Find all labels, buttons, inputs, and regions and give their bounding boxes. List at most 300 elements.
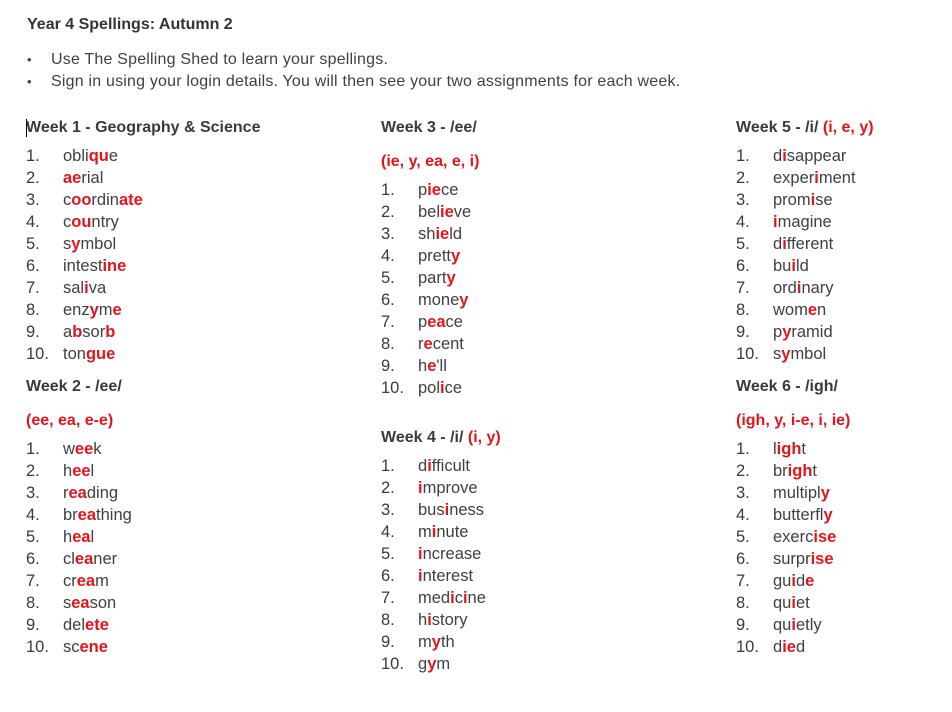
week-title: Week 5 - /i/ xyxy=(736,119,823,136)
word-highlight: e xyxy=(427,357,437,375)
spelling-word xyxy=(63,235,116,253)
word-part: ld xyxy=(449,225,463,243)
word-part: qu xyxy=(773,594,792,612)
week-3 xyxy=(381,117,501,399)
spelling-word xyxy=(418,225,462,243)
item-number: 6. xyxy=(381,567,395,585)
word-highlight: ie xyxy=(782,638,796,656)
spelling-item xyxy=(381,245,501,267)
word-highlight: ea xyxy=(76,572,96,590)
word-part: prett xyxy=(418,247,452,265)
spelling-item xyxy=(736,321,874,343)
spelling-word xyxy=(773,594,810,612)
word-highlight: ea xyxy=(68,484,87,502)
instruction-text: Sign in using your login details. You will then see your two assignments for each week. xyxy=(51,73,681,90)
word-part: ntry xyxy=(91,213,119,231)
word-highlight: ate xyxy=(118,191,143,209)
week-title-patterns: (i, y) xyxy=(467,429,501,446)
word-part: cr xyxy=(63,572,77,590)
spelling-word xyxy=(773,147,846,165)
spelling-list xyxy=(26,145,260,365)
word-part: k xyxy=(93,440,102,458)
item-number: 9. xyxy=(736,323,750,341)
item-number: 3. xyxy=(26,484,40,502)
word-part: prom xyxy=(773,191,811,209)
word-part: med xyxy=(418,589,451,607)
item-number: 8. xyxy=(736,301,750,319)
column-left xyxy=(26,117,260,658)
item-number: 1. xyxy=(26,440,40,458)
word-part: intest xyxy=(63,257,103,275)
spelling-item xyxy=(381,653,501,675)
spelling-word xyxy=(418,181,458,199)
word-part: story xyxy=(431,611,468,629)
spelling-item xyxy=(381,631,501,653)
spelling-word xyxy=(63,301,122,319)
item-number: 7. xyxy=(381,313,395,331)
word-part: g xyxy=(418,655,428,673)
spelling-item xyxy=(26,211,260,233)
spelling-item xyxy=(736,299,874,321)
item-number: 10. xyxy=(26,638,49,656)
spelling-item xyxy=(26,233,260,255)
spelling-item xyxy=(381,355,501,377)
week-patterns: (ie, y, ea, e, i) xyxy=(381,153,480,170)
week-patterns: (ee, ea, e-e) xyxy=(26,412,114,429)
spelling-item xyxy=(26,614,260,636)
word-part: mbol xyxy=(790,345,827,363)
instruction-item xyxy=(27,71,680,93)
spelling-word xyxy=(63,191,143,209)
spelling-item xyxy=(736,570,874,592)
word-highlight: b xyxy=(105,323,116,341)
spelling-item xyxy=(381,565,501,587)
spelling-list xyxy=(736,438,874,658)
spelling-item xyxy=(381,377,501,399)
word-part: ncrease xyxy=(422,545,482,563)
spelling-item xyxy=(381,289,501,311)
word-part: se xyxy=(815,191,833,209)
word-part: bel xyxy=(418,203,441,221)
item-number: 3. xyxy=(26,191,40,209)
word-part: mbol xyxy=(80,235,117,253)
spelling-word xyxy=(773,301,826,319)
word-part: ne xyxy=(467,589,486,607)
bullet-icon: • xyxy=(27,74,32,89)
word-highlight: y xyxy=(427,655,437,673)
spelling-item xyxy=(381,543,501,565)
word-part: s xyxy=(63,235,72,253)
word-part: h xyxy=(418,357,428,375)
item-number: 5. xyxy=(381,269,395,287)
word-part: c xyxy=(63,191,72,209)
word-highlight: e xyxy=(423,335,433,353)
spelling-list xyxy=(26,438,260,658)
word-part: ness xyxy=(449,501,485,519)
word-part: sc xyxy=(63,638,80,656)
word-highlight: i xyxy=(431,523,437,541)
item-number: 4. xyxy=(26,213,40,231)
spelling-item xyxy=(26,343,260,365)
spelling-word xyxy=(63,323,115,341)
spelling-word xyxy=(63,345,115,363)
word-highlight: i xyxy=(427,457,432,475)
spelling-item xyxy=(26,592,260,614)
word-part: th xyxy=(440,633,455,651)
word-part: l xyxy=(90,528,95,546)
spelling-item xyxy=(736,592,874,614)
spelling-item xyxy=(381,587,501,609)
item-number: 1. xyxy=(381,181,395,199)
word-part: bu xyxy=(773,257,792,275)
spelling-item xyxy=(26,145,260,167)
spelling-word xyxy=(418,335,464,353)
spelling-item xyxy=(381,477,501,499)
word-highlight: ea xyxy=(77,506,97,524)
spelling-word xyxy=(773,462,817,480)
spelling-item xyxy=(736,167,874,189)
word-part: p xyxy=(418,313,428,331)
word-part: magine xyxy=(777,213,832,231)
item-number: 2. xyxy=(381,479,395,497)
word-part: rdin xyxy=(91,191,119,209)
spelling-item xyxy=(26,526,260,548)
spelling-word xyxy=(63,572,109,590)
word-part: del xyxy=(63,616,86,634)
word-highlight: i xyxy=(791,257,796,275)
spelling-item xyxy=(381,455,501,477)
spelling-word xyxy=(418,291,468,309)
spelling-word xyxy=(418,313,463,331)
word-part: ment xyxy=(818,169,856,187)
week-heading xyxy=(26,117,260,139)
item-number: 6. xyxy=(736,257,750,275)
spelling-word xyxy=(418,457,470,475)
week-heading xyxy=(26,376,260,398)
word-part: ce xyxy=(445,313,463,331)
item-number: 5. xyxy=(381,545,395,563)
word-highlight: e xyxy=(112,301,122,319)
spelling-word xyxy=(63,594,116,612)
word-part: exerc xyxy=(773,528,814,546)
spelling-word xyxy=(418,269,456,287)
word-highlight: y xyxy=(459,291,469,309)
spelling-item xyxy=(736,460,874,482)
word-part: fferent xyxy=(786,235,834,253)
word-part: r xyxy=(418,335,424,353)
item-number: 8. xyxy=(26,301,40,319)
word-part: sappear xyxy=(786,147,847,165)
spelling-word xyxy=(418,545,481,563)
spelling-word xyxy=(773,323,833,341)
spelling-word xyxy=(63,169,103,187)
spelling-item xyxy=(736,548,874,570)
word-part: ramid xyxy=(791,323,833,341)
spelling-item xyxy=(736,636,874,658)
spelling-word xyxy=(773,213,832,231)
spelling-word xyxy=(773,506,833,524)
word-part: c xyxy=(63,213,72,231)
word-part: e xyxy=(108,147,119,165)
spelling-word xyxy=(418,567,473,585)
spelling-item xyxy=(26,167,260,189)
spelling-word xyxy=(63,638,108,656)
item-number: 8. xyxy=(736,594,750,612)
word-part: m xyxy=(418,633,432,651)
word-part: sh xyxy=(418,225,436,243)
item-number: 8. xyxy=(381,611,395,629)
spelling-item xyxy=(736,145,874,167)
word-highlight: i xyxy=(418,545,423,563)
column-right xyxy=(736,117,874,658)
word-part: s xyxy=(63,594,72,612)
word-highlight: e xyxy=(807,301,818,319)
spelling-word xyxy=(418,247,460,265)
word-part: h xyxy=(63,528,73,546)
week-heading xyxy=(736,117,874,139)
word-part: ord xyxy=(773,279,797,297)
spelling-item xyxy=(736,189,874,211)
word-part: s xyxy=(773,345,782,363)
spelling-word xyxy=(63,484,118,502)
word-highlight: qu xyxy=(88,147,109,165)
word-highlight: y xyxy=(782,323,792,341)
spelling-item xyxy=(26,255,260,277)
word-part: et xyxy=(795,594,810,612)
word-part: m xyxy=(436,655,451,673)
item-number: 1. xyxy=(736,440,750,458)
word-highlight: i xyxy=(450,589,455,607)
word-part: cl xyxy=(63,550,75,568)
spelling-word xyxy=(418,589,486,607)
spelling-item xyxy=(381,223,501,245)
word-highlight: y xyxy=(823,506,833,524)
word-part: l xyxy=(773,440,777,458)
week-heading xyxy=(381,117,501,139)
word-part: part xyxy=(418,269,447,287)
word-highlight: i xyxy=(791,616,796,634)
week-heading xyxy=(736,376,874,398)
word-part: w xyxy=(63,440,75,458)
word-part: mone xyxy=(418,291,460,309)
spelling-word xyxy=(418,379,462,397)
spelling-item xyxy=(381,267,501,289)
spelling-word xyxy=(418,523,468,541)
spelling-word xyxy=(63,616,109,634)
week-title: Week 2 - /ee/ xyxy=(26,378,122,395)
spelling-word xyxy=(63,213,119,231)
word-part: l xyxy=(90,462,95,480)
item-number: 4. xyxy=(736,506,750,524)
word-part: enz xyxy=(63,301,90,319)
instructions-list xyxy=(27,49,680,93)
item-number: 9. xyxy=(381,633,395,651)
word-highlight: igh xyxy=(776,440,802,458)
word-highlight: ee xyxy=(72,462,91,480)
spelling-word xyxy=(63,462,94,480)
word-part: ce xyxy=(444,379,463,397)
spelling-item xyxy=(736,277,874,299)
item-number: 7. xyxy=(736,572,750,590)
spelling-item xyxy=(736,526,874,548)
word-part: d xyxy=(773,235,783,253)
spelling-item xyxy=(736,438,874,460)
word-highlight: ee xyxy=(74,440,94,458)
word-highlight: y xyxy=(71,235,81,253)
word-part: d xyxy=(773,638,783,656)
spelling-item xyxy=(381,499,501,521)
word-part: etly xyxy=(795,616,822,634)
spelling-word xyxy=(773,550,834,568)
word-highlight: i xyxy=(427,611,432,629)
spelling-item xyxy=(26,570,260,592)
spelling-item xyxy=(736,482,874,504)
word-part: sal xyxy=(63,279,85,297)
spelling-word xyxy=(773,169,856,187)
word-part: wom xyxy=(773,301,808,319)
item-number: 4. xyxy=(381,523,395,541)
word-highlight: y xyxy=(446,269,456,287)
item-number: 6. xyxy=(26,550,40,568)
spelling-word xyxy=(63,440,102,458)
word-highlight: ea xyxy=(72,528,91,546)
spelling-word xyxy=(418,357,447,375)
word-highlight: ene xyxy=(79,638,108,656)
spelling-item xyxy=(26,548,260,570)
word-part: ding xyxy=(86,484,119,502)
item-number: 7. xyxy=(26,572,40,590)
item-number: 6. xyxy=(736,550,750,568)
word-highlight: i xyxy=(84,279,89,297)
spelling-word xyxy=(418,501,484,519)
item-number: 4. xyxy=(381,247,395,265)
word-highlight: i xyxy=(782,147,787,165)
word-part: h xyxy=(418,611,428,629)
word-highlight: i xyxy=(814,169,819,187)
item-number: 9. xyxy=(381,357,395,375)
spelling-word xyxy=(773,440,806,458)
word-highlight: ie xyxy=(440,203,454,221)
spelling-word xyxy=(773,257,809,275)
word-highlight: b xyxy=(72,323,83,341)
word-part: ton xyxy=(63,345,86,363)
word-part: sor xyxy=(82,323,106,341)
item-number: 3. xyxy=(736,191,750,209)
item-number: 5. xyxy=(26,528,40,546)
item-number: 5. xyxy=(736,235,750,253)
word-part: r xyxy=(63,484,69,502)
spelling-word xyxy=(63,257,126,275)
item-number: 3. xyxy=(381,225,395,243)
week-title-patterns: (i, e, y) xyxy=(822,119,874,136)
word-part: obli xyxy=(63,147,89,165)
spelling-word xyxy=(773,345,826,363)
item-number: 5. xyxy=(736,528,750,546)
word-part: n xyxy=(817,301,827,319)
spelling-word xyxy=(773,528,836,546)
word-part: ve xyxy=(453,203,472,221)
spelling-word xyxy=(63,528,94,546)
week-5 xyxy=(736,117,874,365)
word-part: fficult xyxy=(431,457,470,475)
item-number: 2. xyxy=(736,169,750,187)
word-part: multipl xyxy=(773,484,821,502)
item-number: 10. xyxy=(736,638,759,656)
spelling-word xyxy=(773,572,814,590)
word-part: mprove xyxy=(422,479,478,497)
word-part: rial xyxy=(81,169,104,187)
item-number: 1. xyxy=(381,457,395,475)
spelling-item xyxy=(736,255,874,277)
item-number: 9. xyxy=(736,616,750,634)
word-part: cent xyxy=(432,335,464,353)
word-part: d xyxy=(418,457,428,475)
spelling-item xyxy=(26,504,260,526)
word-part: qu xyxy=(773,616,792,634)
spelling-item xyxy=(26,321,260,343)
spelling-item xyxy=(26,636,260,658)
week-1 xyxy=(26,117,260,365)
spelling-word xyxy=(773,638,805,656)
word-part: ld xyxy=(795,257,809,275)
column-middle xyxy=(381,117,501,675)
spelling-list xyxy=(736,145,874,365)
spelling-item xyxy=(736,343,874,365)
word-highlight: i xyxy=(773,213,778,231)
word-part: p xyxy=(418,181,428,199)
item-number: 4. xyxy=(26,506,40,524)
bullet-icon: • xyxy=(27,52,32,67)
word-highlight: ae xyxy=(63,169,82,187)
word-highlight: i xyxy=(462,589,468,607)
spelling-item xyxy=(381,201,501,223)
spelling-word xyxy=(63,550,117,568)
item-number: 7. xyxy=(736,279,750,297)
word-part: ner xyxy=(93,550,118,568)
word-part: ce xyxy=(440,181,459,199)
spelling-item xyxy=(26,438,260,460)
spelling-item xyxy=(26,299,260,321)
word-highlight: i xyxy=(418,567,423,585)
spelling-item xyxy=(381,333,501,355)
word-highlight: ise xyxy=(813,528,837,546)
spelling-item xyxy=(736,504,874,526)
week-title: Week 4 - /i/ xyxy=(381,429,468,446)
item-number: 7. xyxy=(26,279,40,297)
word-highlight: ie xyxy=(435,225,450,243)
word-highlight: ise xyxy=(810,550,834,568)
instruction-item xyxy=(27,49,680,71)
spelling-list xyxy=(381,455,501,675)
spelling-word xyxy=(418,479,478,497)
spelling-word xyxy=(418,611,468,629)
word-part: m xyxy=(98,301,113,319)
item-number: 9. xyxy=(26,616,40,634)
word-highlight: y xyxy=(431,633,441,651)
spelling-item xyxy=(736,614,874,636)
spelling-word xyxy=(63,279,106,297)
word-highlight: i xyxy=(440,379,445,397)
spelling-word xyxy=(773,616,822,634)
spelling-item xyxy=(26,277,260,299)
word-highlight: ea xyxy=(71,594,90,612)
item-number: 10. xyxy=(736,345,759,363)
word-part: m xyxy=(418,523,432,541)
word-part: d xyxy=(773,147,783,165)
word-part: br xyxy=(773,462,788,480)
word-part: br xyxy=(63,506,78,524)
item-number: 2. xyxy=(26,169,40,187)
